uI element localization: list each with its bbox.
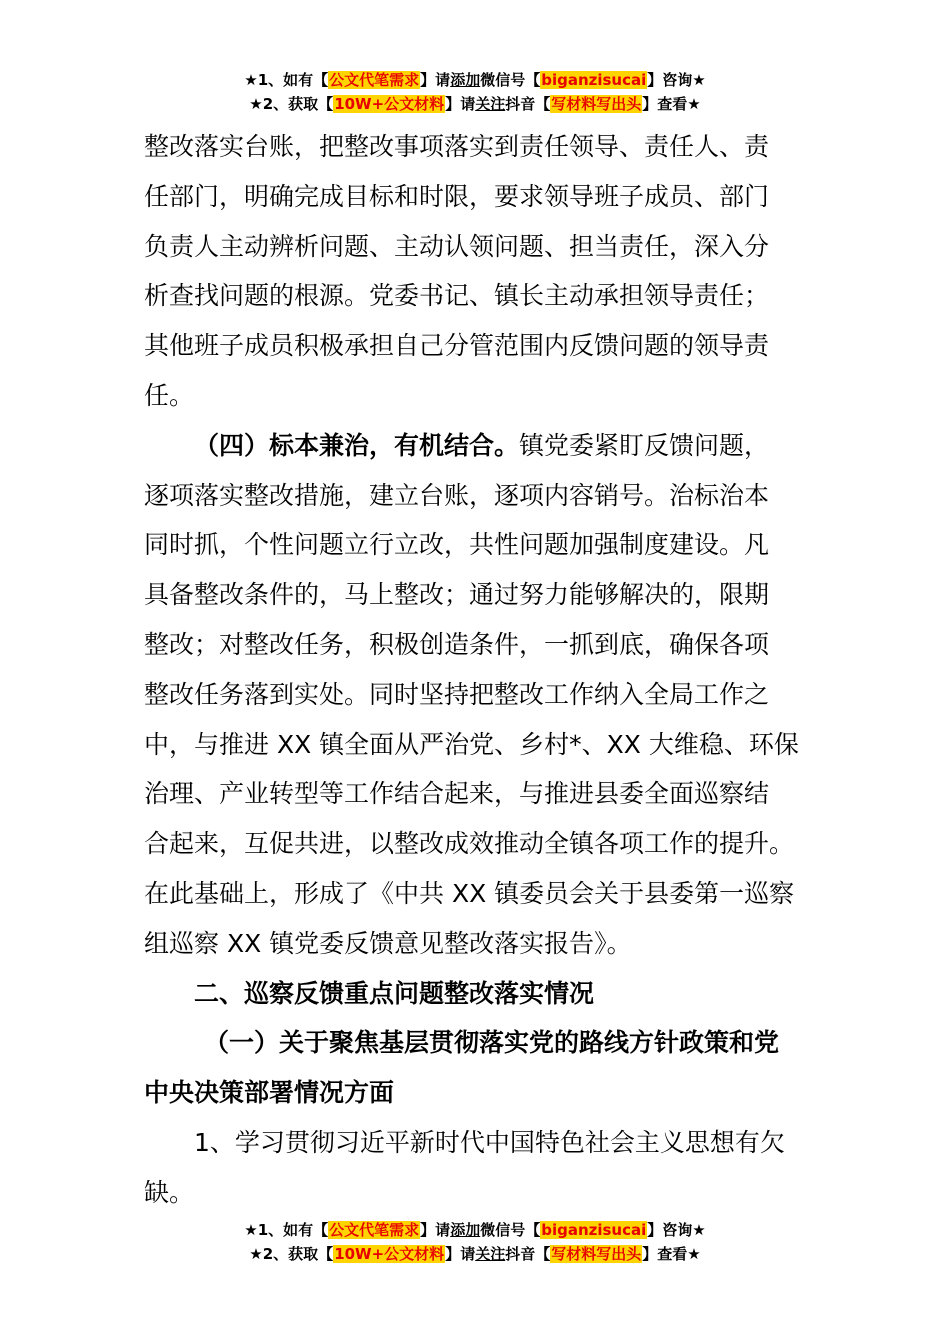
banner-emphasis: 关注 (475, 95, 506, 113)
text-line: 组巡察 XX 镇党委反馈意见整改落实报告》。 (144, 928, 632, 958)
banner-line-1 (0, 68, 950, 92)
section-2-heading (144, 969, 814, 1019)
text-line: 整改任务落到实处。同时坚持把整改工作纳入全局工作之 (144, 679, 770, 709)
banner-line-2 (0, 1242, 950, 1266)
banner-highlight: 写材料写出头 (551, 1245, 642, 1263)
banner-text: 】咨询★ (647, 71, 706, 89)
paragraph-2 (144, 421, 814, 969)
text-line: 其他班子成员积极承担自己分管范围内反馈问题的领导责 (144, 331, 770, 361)
text-line: 在此基础上，形成了《中共 XX 镇委员会关于县委第一巡察 (144, 878, 795, 908)
text-line: 任。 (144, 380, 195, 410)
text-line: 逐项落实整改措施，建立台账，逐项内容销号。治标治本 (144, 480, 770, 510)
section-heading-4: （四）标本兼治，有机结合。 (194, 430, 520, 460)
text-line: 任部门，明确完成目标和时限，要求领导班子成员、部门 (144, 181, 770, 211)
banner-text: 】请 (445, 1245, 476, 1263)
banner-text: 微信号【 (480, 71, 541, 89)
banner-highlight: 公文代笔需求 (329, 1221, 420, 1239)
banner-line-2 (0, 92, 950, 116)
banner-text: 】咨询★ (647, 1221, 706, 1239)
text-line: 1、学习贯彻习近平新时代中国特色社会主义思想有欠 (194, 1127, 785, 1157)
banner-emphasis: 添加 (450, 71, 481, 89)
banner-highlight: 10W+公文材料 (334, 1245, 445, 1263)
subsection-1 (144, 1018, 814, 1118)
text-line: 析查找问题的根源。党委书记、镇长主动承担领导责任； (144, 281, 770, 311)
banner-text: ★2、获取【 (249, 1245, 334, 1263)
footer-banner (0, 1218, 950, 1266)
subsection-heading-line: 中央决策部署情况方面 (144, 1078, 395, 1108)
banner-text: 】查看★ (642, 1245, 701, 1263)
banner-highlight: 10W+公文材料 (334, 95, 445, 113)
text-line: 镇党委紧盯反馈问题， (519, 430, 770, 460)
text-line: 同时抓，个性问题立行立改，共性问题加强制度建设。凡 (144, 530, 770, 560)
banner-text: 抖音【 (505, 1245, 551, 1263)
text-line: 治理、产业转型等工作结合起来，与推进县委全面巡察结 (144, 779, 770, 809)
text-line: 缺。 (144, 1177, 195, 1207)
paragraph-1 (144, 122, 814, 421)
banner-emphasis: 添加 (450, 1221, 481, 1239)
header-banner (0, 68, 950, 116)
text-line: 负责人主动辨析问题、主动认领问题、担当责任，深入分 (144, 231, 770, 261)
banner-text: 】请 (420, 71, 451, 89)
banner-text: 微信号【 (480, 1221, 541, 1239)
section-heading-2: 二、巡察反馈重点问题整改落实情况 (194, 978, 595, 1008)
banner-text: 】查看★ (642, 95, 701, 113)
banner-emphasis: 关注 (475, 1245, 506, 1263)
banner-text: 抖音【 (505, 95, 551, 113)
banner-text: ★1、如有【 (244, 1221, 329, 1239)
banner-highlight: biganzisucai (541, 71, 647, 89)
banner-highlight: biganzisucai (541, 1221, 647, 1239)
text-line: 整改；对整改任务，积极创造条件，一抓到底，确保各项 (144, 629, 770, 659)
text-line: 具备整改条件的，马上整改；通过努力能够解决的，限期 (144, 580, 770, 610)
subsection-heading-line: （一）关于聚焦基层贯彻落实党的路线方针政策和党 (204, 1028, 780, 1058)
banner-text: ★1、如有【 (244, 71, 329, 89)
document-body (144, 122, 814, 1218)
paragraph-2-first-line (144, 421, 814, 471)
banner-text: ★2、获取【 (249, 95, 334, 113)
banner-text: 】请 (445, 95, 476, 113)
text-line: 中，与推进 XX 镇全面从严治党、乡村*、XX 大维稳、环保 (144, 729, 799, 759)
banner-line-1 (0, 1218, 950, 1242)
item-1 (144, 1118, 814, 1218)
banner-text: 】请 (420, 1221, 451, 1239)
text-line: 合起来，互促共进，以整改成效推动全镇各项工作的提升。 (144, 829, 795, 859)
text-line: 整改落实台账，把整改事项落实到责任领导、责任人、责 (144, 132, 770, 161)
banner-highlight: 写材料写出头 (551, 95, 642, 113)
banner-highlight: 公文代笔需求 (329, 71, 420, 89)
